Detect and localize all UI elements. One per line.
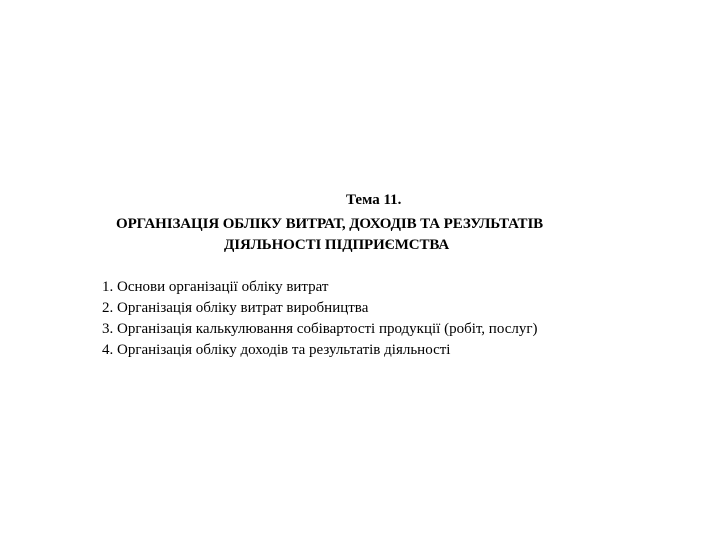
contents-item-1: 1. Основи організації обліку витрат [102,279,329,295]
topic-title-line-1: ОРГАНІЗАЦІЯ ОБЛІКУ ВИТРАТ, ДОХОДІВ ТА РЕЗУЛЬТАТІВ [116,216,544,232]
topic-contents-list [102,277,538,361]
topic-number: Тема 11. [346,192,402,208]
contents-item-2: 2. Організація обліку витрат виробництва [102,300,369,316]
contents-item-4: 4. Організація обліку доходів та результатів діяльності [102,342,451,358]
topic-title-line-2: ДІЯЛЬНОСТІ ПІДПРИЄМСТВА [224,237,450,253]
contents-item-3: 3. Організація калькулювання собівартості продукції (робіт, послуг) [102,321,538,337]
